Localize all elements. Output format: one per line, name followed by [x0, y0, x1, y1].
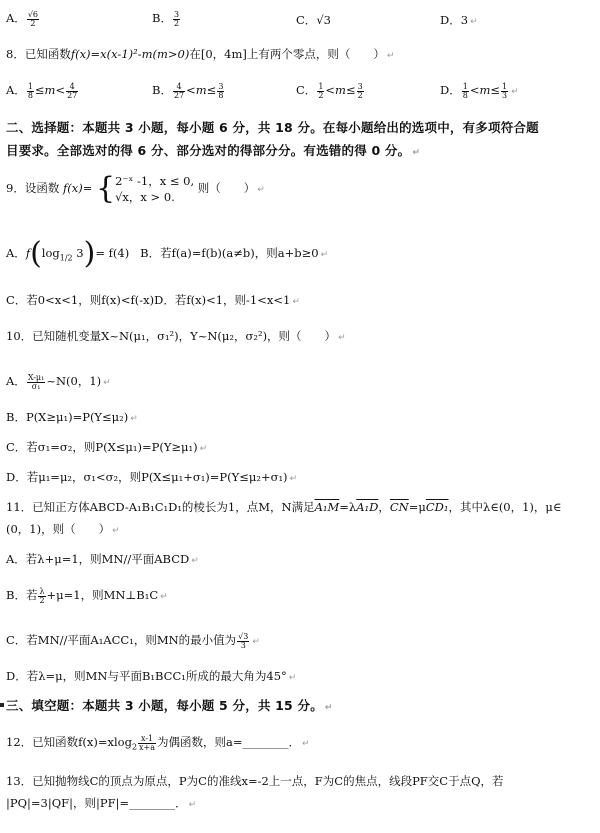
q13-stem-line1: 13．已知抛物线C的顶点为原点，P为C的准线x=-2上一点，F为C的焦点，线段PF交C于点Q，若: [6, 774, 504, 788]
q7-option-c: C．√3: [296, 13, 331, 27]
q11-stem-line2: (0，1)，则（ ） ↵: [6, 522, 120, 536]
q10-option-c: C．若σ₁=σ₂，则P(X≤μ₁)=P(Y≥μ₁) ↵: [6, 440, 208, 454]
section-3-heading: 三、填空题：本题共 3 小题，每小题 5 分，共 15 分。 ↵: [6, 698, 333, 713]
q13-stem-line2: |PQ|=3|QF|，则|PF|=________． ↵: [6, 796, 197, 810]
q8-option-b: B． $\frac{4}{27}$ <m≤ $\frac{3}{8}$: [152, 81, 224, 100]
q10-option-b: B．P(X≥μ₁)=P(Y≤μ₂) ↵: [6, 410, 138, 424]
q7-option-d: D．3 ↵: [440, 13, 478, 27]
q12-stem: 12．已知函数f(x)=xlog$_2$ $\frac{x-1}{x+a}$ 为偶函数，则a=________． ↵: [6, 733, 310, 752]
q9-option-a-b: A．$f(\log_{1/2}$ 3)= f(4) B．若f(a)=f(b)(a≠b)，则a+b≥0 ↵: [6, 236, 329, 271]
q10-option-d: D．若μ₁=μ₂，σ₁<σ₂，则P(X≤μ₁+σ₁)=P(Y≤μ₂+σ₁) ↵: [6, 470, 298, 484]
q8-stem: 8．已知函数f(x)=x(x-1)²-m(m>0)在[0，4m]上有两个零点，则（ ） ↵: [6, 47, 395, 61]
q11-option-b: B．若 $\frac{\lambda}{2}$ +μ=1，则MN⊥B₁C ↵: [6, 586, 168, 605]
q10-stem: 10．已知随机变量X~N(μ₁，σ₁²)，Y~N(μ₂，σ₂²)，则（ ） ↵: [6, 329, 346, 343]
q11-option-c: C．若MN//平面A₁ACC₁，则MN的最小值为 $\frac{√3}{3}$ ↵: [6, 631, 260, 650]
q8-option-d: D． $\frac{1}{8}$ <m≤ $\frac{1}{3}$ ↵: [440, 81, 519, 100]
section-2-heading-line1: 二、选择题：本题共 3 小题，每小题 6 分，共 18 分。在每小题给出的选项中，有多项符合题: [6, 120, 539, 135]
q11-option-a: A．若λ+μ=1，则MN//平面ABCD ↵: [6, 552, 199, 566]
q8-option-a: A． $\frac{1}{8}$ ≤m< $\frac{4}{27}$: [6, 81, 78, 100]
q7-option-b: B． $\frac{3}{2}$: [152, 9, 180, 28]
section-2-heading-line2: 目要求。全部选对的得 6 分、部分选对的得部分分。有选错的得 0 分。 ↵: [6, 143, 421, 158]
q9-piecewise: { 2⁻ˣ -1，x ≤ 0, √x，x > 0.: [96, 171, 195, 206]
q9-option-c-d: C．若0<x<1，则f(x)<f(-x)D．若f(x)<1，则-1<x<1 ↵: [6, 293, 300, 307]
q11-stem-line1: 11．已知正方体ABCD-A₁B₁C₁D₁的棱长为1，点M，N满足A₁M=λA₁D，$\overline{CN}=\mu CD_1$，其中λ∈(0，1)，μ∈: [6, 500, 562, 514]
q10-option-a: A． $\frac{\text{X-μ₁}}{\text{σ₁}}$ ~N(0，1) ↵: [6, 372, 111, 391]
q11-option-d: D．若λ=μ，则MN与平面B₁BCC₁所成的最大角为45° ↵: [6, 669, 297, 683]
q9-stem: 9．设函数 f(x)= { 2⁻ˣ -1，x ≤ 0, √x，x > 0. 则（ ） ↵: [6, 168, 265, 210]
q8-option-c: C． $\frac{1}{2}$ <m≤ $\frac{3}{2}$: [296, 81, 363, 100]
q7-option-a: A． $\frac{√6}{2}$: [6, 9, 38, 28]
section-bullet: [0, 703, 4, 707]
